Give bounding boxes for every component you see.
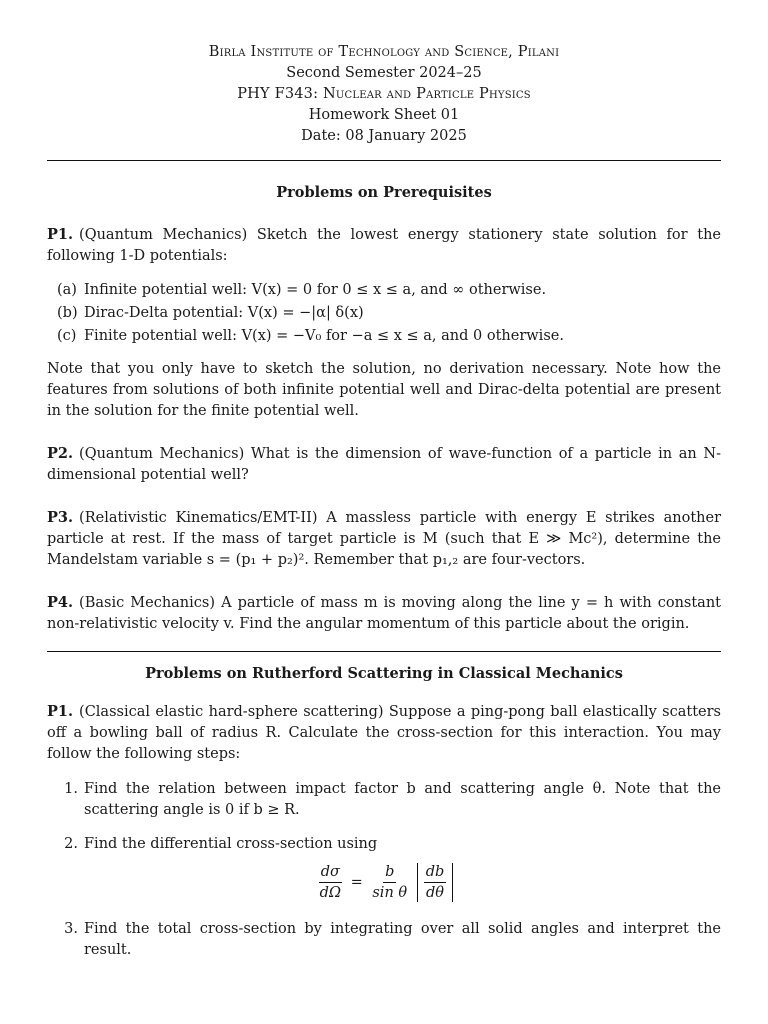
problem-text: (Relativistic Kinematics/EMT-II) A massless particle with energy E strikes another particle at rest. If the mass of target particle is M (such that E ≫ Mc²), determine the Mandelstam variable s = (p₁ + p₂)². Remember that p₁,₂ are four-vectors. xyxy=(47,510,721,568)
problem-label: P1. xyxy=(47,226,74,243)
problem-p4-mechanics xyxy=(47,592,721,635)
semester-line: Second Semester 2024–25 xyxy=(286,65,482,81)
section-divider xyxy=(47,651,721,652)
institute-name: Birla Institute of Technology and Science, Pilani xyxy=(208,44,560,60)
problem-label: P2. xyxy=(47,445,74,462)
problem-text: (Classical elastic hard-sphere scattering) Suppose a ping-pong ball elastically scatters off a bowling ball of radius R. Calculate the cross-section for this interaction. You may follow the following steps: xyxy=(47,704,721,762)
absolute-value: $\frac{db}{d\theta}$ xyxy=(417,863,454,902)
document-header xyxy=(47,0,721,147)
header-divider xyxy=(47,160,721,161)
section-rutherford-title: Problems on Rutherford Scattering in Classical Mechanics xyxy=(145,665,623,682)
problem-label: P3. xyxy=(47,509,74,526)
problem-p2-qm xyxy=(47,443,721,486)
problem-label: P1. xyxy=(47,703,74,720)
problem-p3-kinematics xyxy=(47,507,721,571)
course-title: PHY F343: Nuclear and Particle Physics xyxy=(237,86,531,102)
list-item: (a) Infinite potential well: V(x) = 0 for 0 ≤ x ≤ a, and ∞ otherwise. xyxy=(57,282,547,298)
sheet-title: Homework Sheet 01 xyxy=(308,107,460,123)
list-item: (c) Finite potential well: V(x) = −V₀ for −a ≤ x ≤ a, and 0 otherwise. xyxy=(57,328,564,344)
section-prerequisites-title: Problems on Prerequisites xyxy=(276,184,492,201)
steps-list xyxy=(47,779,721,961)
problem-p1-note: Note that you only have to sketch the solution, no derivation necessary. Note how the features from solutions of both infinite potential well and Dirac-delta potential are present in the solution for the finite potential well. xyxy=(47,361,721,419)
problem-text: (Quantum Mechanics) Sketch the lowest energy stationery state solution for the following 1-D potentials: xyxy=(47,227,721,264)
problem-text: (Quantum Mechanics) What is the dimension of wave-function of a particle in an N-dimensional potential well? xyxy=(47,446,721,483)
problem-hard-sphere xyxy=(47,701,721,765)
problem-text: (Basic Mechanics) A particle of mass m is moving along the line y = h with constant non-relativistic velocity v. Find the angular momentum of this particle about the origin. xyxy=(47,595,721,632)
list-item: (b) Dirac-Delta potential: V(x) = −|α| δ(x) xyxy=(57,305,364,321)
sheet-date: Date: 08 January 2025 xyxy=(301,128,467,144)
problem-label: P4. xyxy=(47,594,74,611)
list-item: 1. Find the relation between impact factor b and scattering angle θ. Note that the scattering angle is 0 if b ≥ R. xyxy=(64,781,721,818)
cross-section-equation: $\frac{d\sigma}{d\Omega}$ = $\frac{b}{\text{sin θ}}$ $\frac{db}{d\theta}$ xyxy=(47,863,721,902)
list-item: 2. Find the differential cross-section using $\frac{d\sigma}{d\Omega}$ = $\frac{b}{\text{sin θ}}$ $\frac{db}{d\theta}$ xyxy=(47,834,721,906)
potential-list xyxy=(47,279,721,348)
problem-p1-qm xyxy=(47,224,721,267)
list-item: 3. Find the total cross-section by integrating over all solid angles and interpret the result. xyxy=(64,921,721,958)
